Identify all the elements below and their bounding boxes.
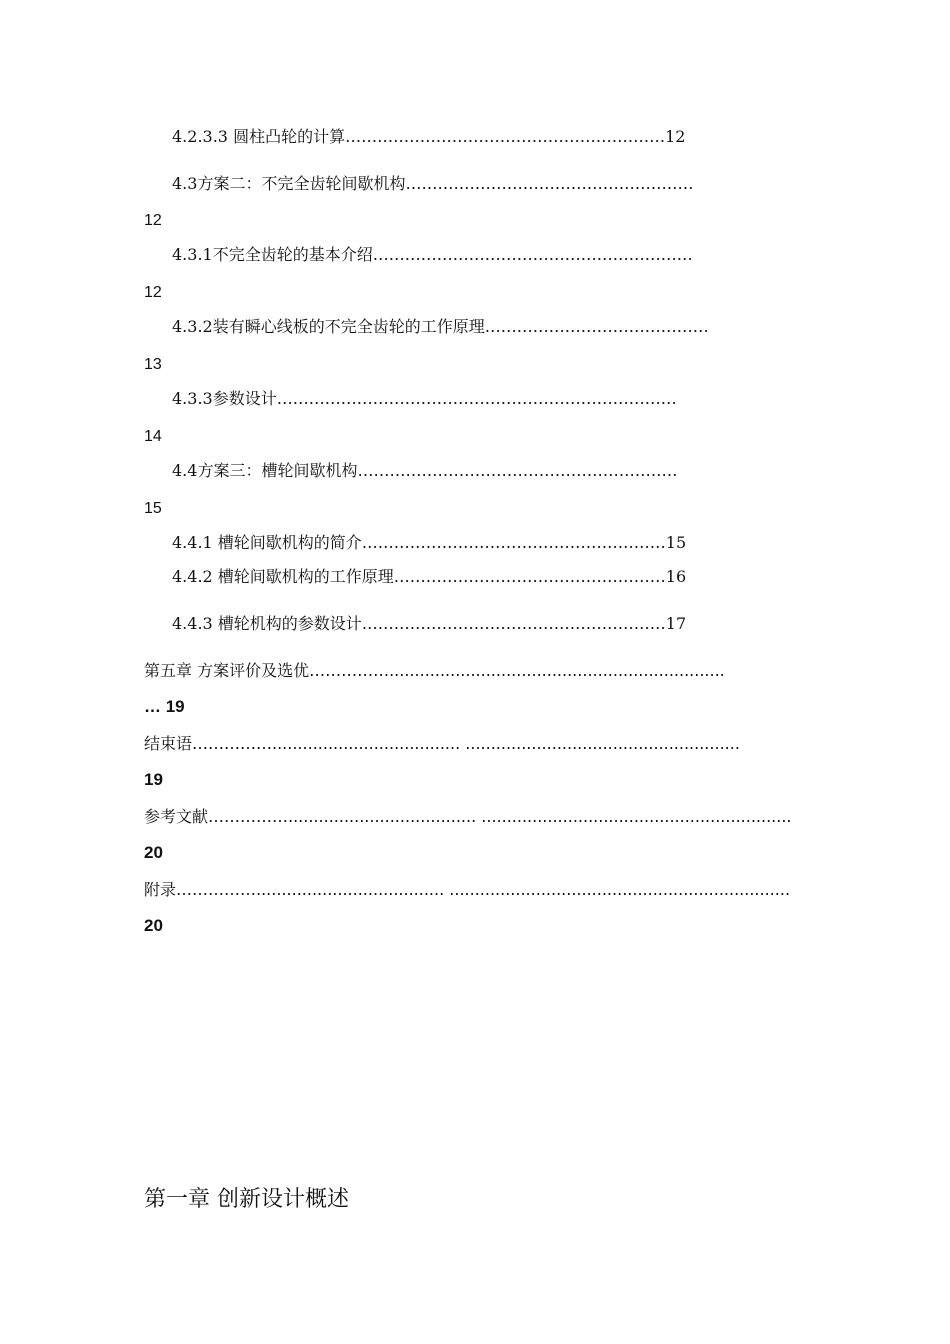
toc-entry-4-4-2[interactable]: 4.4.2 槽轮间歇机构的工作原理……………………………………………16 [172,567,687,586]
toc-page-number: 20 [144,916,163,935]
toc-entry-4-4-1[interactable]: 4.4.1 槽轮间歇机构的简介…………………………………………………15 [172,533,687,552]
toc-entry-4-3-3[interactable]: 4.3.3参数设计………………………………………………………………… [172,389,677,408]
toc-entry-4-3-2[interactable]: 4.3.2装有瞬心线板的不完全齿轮的工作原理…………………………………… [172,317,709,336]
chapter-heading: 第一章 创新设计概述 [144,1187,349,1212]
toc-entry-4-2-3-3[interactable]: 4.2.3.3 圆柱凸轮的计算……………………………………………………12 [172,127,686,146]
toc-page-number: 15 [144,500,162,517]
toc-entry-4-4-3[interactable]: 4.4.3 槽轮机构的参数设计…………………………………………………17 [172,614,687,633]
toc-page-number: 19 [144,770,163,789]
toc-entry-4-4[interactable]: 4.4方案三：槽轮间歇机构…………………………………………………… [172,461,678,480]
toc-entry-4-3-1[interactable]: 4.3.1不完全齿轮的基本介绍…………………………………………………… [172,245,693,264]
toc-entry-references[interactable]: 参考文献……………..................................... ............................................................. [144,807,792,826]
toc-entry-conclusion[interactable]: 结束语……………..................................... ...................................................... [144,734,740,753]
toc-entry-appendix[interactable]: 附录……………..................................... ................................................................... [144,880,791,899]
toc-page-number: 12 [144,212,162,229]
toc-page-number: … 19 [144,697,185,716]
toc-page-number: 13 [144,356,162,373]
toc-page-number: 20 [144,843,163,862]
toc-page-number: 14 [144,428,162,445]
toc-entry-4-3[interactable]: 4.3方案二：不完全齿轮间歇机构……………………………………………… [172,174,694,193]
toc-entry-chapter-5[interactable]: 第五章 方案评价及选优…………….................................................................. [144,661,725,680]
toc-page-number: 12 [144,284,162,301]
